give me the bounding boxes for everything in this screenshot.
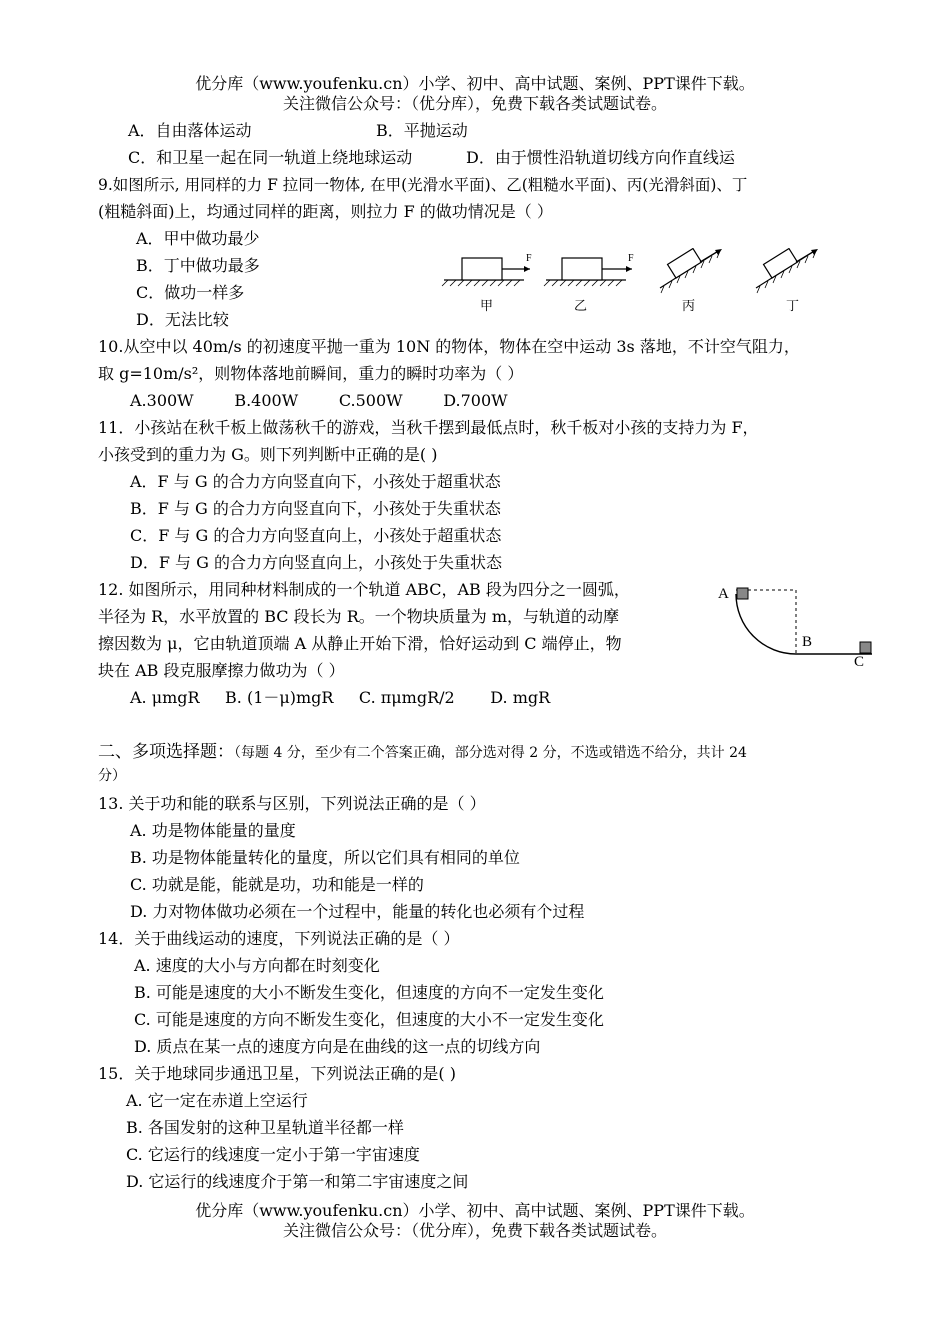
q9-stem-line-2: (粗糙斜面)上，均通过同样的距离，则拉力 F 的做功情况是（ ） [98, 202, 553, 221]
q8-option-c: C．和卫星一起在同一轨道上绕地球运动 [128, 148, 413, 167]
q9-option-c: C．做功一样多 [136, 283, 245, 302]
q13-option-d: D. 力对物体做功必须在一个过程中，能量的转化也必须有个过程 [130, 902, 585, 921]
q12-stem-line-1: 12. 如图所示，用同种材料制成的一个轨道 ABC，AB 段为四分之一圆弧， [98, 580, 630, 599]
footer-line-2: 关注微信公众号：（优分库），免费下载各类试题试卷。 [282, 1221, 667, 1240]
block-c [860, 642, 871, 653]
q13-stem: 13. 关于功和能的联系与区别，下列说法正确的是（ ） [98, 794, 486, 813]
q14-option-b: B. 可能是速度的大小不断发生变化，但速度的方向不一定发生变化 [134, 983, 604, 1002]
caption-yi: 乙 [574, 299, 588, 314]
diagram-ding [756, 249, 818, 314]
section-2-note-cont: 分） [98, 768, 126, 784]
header-line-2: 关注微信公众号：（优分库），免费下载各类试题试卷。 [282, 94, 667, 113]
block-a [737, 588, 748, 599]
q12-track-diagram [712, 578, 882, 670]
q15-option-b: B. 各国发射的这种卫星轨道半径都一样 [126, 1118, 404, 1137]
q10-stem-line-1: 10.从空中以 40m/s 的初速度平抛一重为 10N 的物体，物体在空中运动 3s 落地，不计空气阻力， [98, 337, 800, 356]
diagram-yi [544, 253, 634, 314]
q14-option-d: D. 质点在某一点的速度方向是在曲线的这一点的切线方向 [134, 1037, 541, 1056]
q12-stem-line-3: 擦因数为 μ，它由轨道顶端 A 从静止开始下滑，恰好运动到 C 端停止，物 [98, 634, 622, 653]
label-b: B [802, 634, 813, 650]
q14-option-a: A. 速度的大小与方向都在时刻变化 [134, 956, 380, 975]
q10-stem-line-2: 取 g=10m/s²，则物体落地前瞬间，重力的瞬时功率为（ ） [98, 364, 524, 383]
q15-option-a: A. 它一定在赤道上空运行 [126, 1091, 308, 1110]
q12-stem-line-2: 半径为 R，水平放置的 BC 段长为 R。一个物块质量为 m，与轨道的动摩 [98, 607, 619, 626]
q8-option-d: D．由于惯性沿轨道切线方向作直线运 [466, 148, 735, 167]
q9-option-b: B．丁中做功最多 [136, 256, 260, 275]
section-2-title: 二、多项选择题： [98, 742, 234, 762]
q11-option-b: B．F 与 G 的合力方向竖直向下，小孩处于失重状态 [130, 499, 501, 518]
q11-option-c: C．F 与 G 的合力方向竖直向上，小孩处于超重状态 [130, 526, 502, 545]
diagram-bing [660, 249, 722, 314]
q11-option-a: A．F 与 G 的合力方向竖直向下，小孩处于超重状态 [130, 472, 501, 491]
force-label-yi: F [628, 253, 634, 264]
footer-line-1: 优分库（www.youfenku.cn）小学、初中、高中试题、案例、PPT课件下载。 [195, 1201, 755, 1220]
q14-option-c: C. 可能是速度的方向不断发生变化，但速度的大小不一定发生变化 [134, 1010, 604, 1029]
label-c: C [854, 654, 865, 670]
q11-stem-line-1: 11．小孩站在秋千板上做荡秋千的游戏，当秋千摆到最低点时，秋千板对小孩的支持力为 F， [98, 418, 759, 437]
q9-option-a: A．甲中做功最少 [136, 229, 260, 248]
q8-option-b: B．平抛运动 [376, 121, 468, 140]
section-2-note: （每题 4 分，至少有二个答案正确，部分选对得 2 分，不选或错选不给分，共计 24 [234, 745, 747, 761]
force-label-jia: F [526, 253, 532, 264]
q13-option-b: B. 功是物体能量转化的量度，所以它们具有相同的单位 [130, 848, 520, 867]
q15-option-d: D. 它运行的线速度介于第一和第二宇宙速度之间 [126, 1172, 469, 1191]
q14-stem: 14．关于曲线运动的速度，下列说法正确的是（ ） [98, 929, 460, 948]
q9-stem-line-1: 9.如图所示, 用同样的力 F 拉同一物体, 在甲(光滑水平面)、乙(粗糙水平面)、丙(光滑斜面)、丁 [98, 176, 748, 194]
q8-option-a: A．自由落体运动 [128, 121, 252, 140]
caption-bing: 丙 [682, 299, 696, 314]
q11-option-d: D．F 与 G 的合力方向竖直向上，小孩处于失重状态 [130, 553, 502, 572]
q11-stem-line-2: 小孩受到的重力为 G。则下列判断中正确的是( ) [98, 445, 438, 464]
q9-option-d: D．无法比较 [136, 310, 229, 329]
header-line-1: 优分库（www.youfenku.cn）小学、初中、高中试题、案例、PPT课件下载。 [195, 74, 755, 93]
diagram-jia [442, 253, 532, 314]
q12-options: A. μmgR B. (1－μ)mgR C. πμmgR/2 D. mgR [130, 688, 551, 707]
q9-force-diagram [438, 248, 840, 326]
section-2-heading [98, 742, 747, 763]
caption-ding: 丁 [786, 299, 800, 314]
q13-option-a: A. 功是物体能量的量度 [130, 821, 296, 840]
q15-option-c: C. 它运行的线速度一定小于第一宇宙速度 [126, 1145, 420, 1164]
q15-stem: 15．关于地球同步通迅卫星，下列说法正确的是( ) [98, 1064, 456, 1083]
label-a: A [718, 586, 729, 602]
q13-option-c: C. 功就是能，能就是功，功和能是一样的 [130, 875, 424, 894]
q10-options: A.300W B.400W C.500W D.700W [130, 391, 508, 410]
q12-stem-line-4: 块在 AB 段克服摩擦力做功为（ ） [98, 661, 345, 680]
caption-jia: 甲 [480, 299, 494, 314]
